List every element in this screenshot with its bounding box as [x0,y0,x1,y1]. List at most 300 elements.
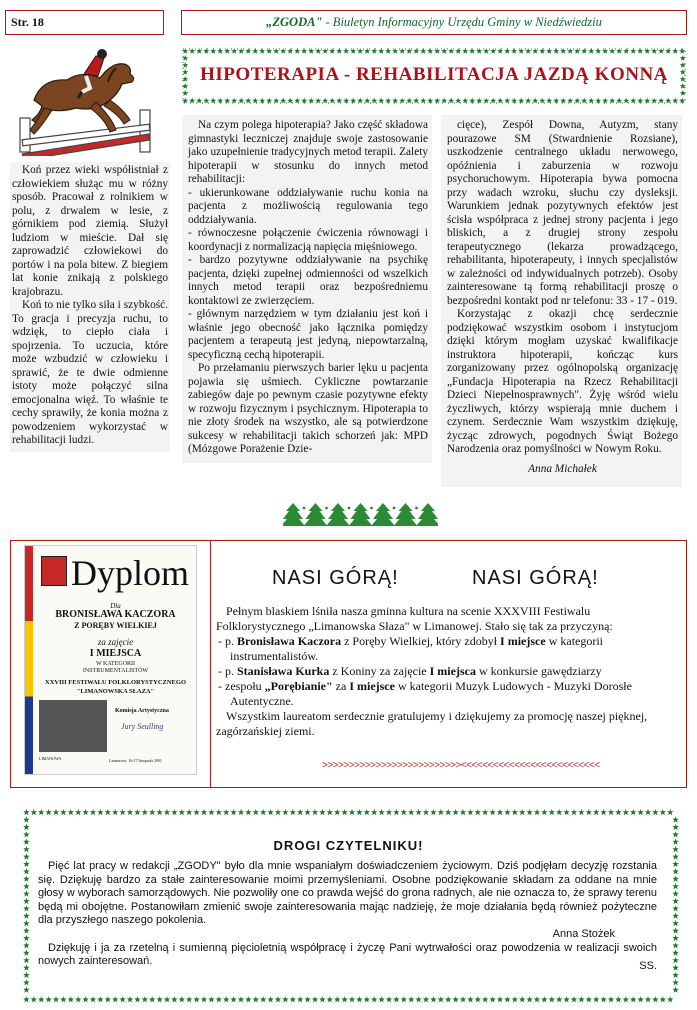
border-star [534,996,540,1002]
border-star [452,996,458,1002]
border-star [164,996,170,1002]
border-star [312,809,318,815]
border-star [260,809,266,815]
border-star [230,809,236,815]
laureate-dash: - [218,679,225,693]
border-star [208,996,214,1002]
border-star [23,824,29,830]
letter-signature-1: Anna Stożek [552,927,615,940]
border-star [615,996,621,1002]
diploma-jury-label: Komisja Artystyczna [115,708,169,714]
border-star [541,809,547,815]
letter-body [38,860,657,972]
border-star [563,996,569,1002]
article-title-frame [181,47,687,105]
border-star [275,809,281,815]
paragraph: - równoczesne połączenie ćwiczenia równowagi i koordynacji z normalizacją napięcia mięśniowego. [188,227,428,253]
christmas-tree-icon [416,503,438,526]
border-star [371,996,377,1002]
border-star [371,809,377,815]
laureates-list [216,634,678,709]
border-star [672,831,678,837]
border-star [238,996,244,1002]
article2-separator: >>>>>>>>>>>>>>>>>>>>>>>>>><<<<<<<<<<<<<<<<<<<<<<<<<< [322,760,600,771]
border-star [672,905,678,911]
border-star [82,996,88,1002]
border-star [341,996,347,1002]
border-star [438,809,444,815]
paragraph: - bardzo pozytywne oddziaływanie na psychikę pacjenta, dzięki zupełnej odmienności od wszelkich innych metod terapii oraz bezpośredniemu kontaktowi ze zwierzęciem. [188,254,428,307]
border-star [415,809,421,815]
border-star [541,996,547,1002]
christmas-tree-icon [326,503,350,526]
bulletin-header [181,10,687,35]
border-star [364,996,370,1002]
border-star [364,809,370,815]
article-column-2 [182,115,432,463]
border-star [667,809,673,815]
laureate-mid: z Koniny za zajęcie [329,664,430,678]
christmas-tree-icon [394,503,418,526]
border-star [608,809,614,815]
border-star [672,898,678,904]
border-star [186,996,192,1002]
border-star [652,809,658,815]
border-star [149,996,155,1002]
border-star [672,816,678,822]
laureate-dash: - [218,664,225,678]
border-star [186,809,192,815]
article-column-3 [441,115,682,487]
border-star [23,972,29,978]
border-star [97,809,103,815]
laureate-name: Stanisława Kurka [237,664,330,678]
border-star [134,996,140,1002]
border-star [630,996,636,1002]
border-star [53,809,59,815]
border-star [341,809,347,815]
border-star [401,809,407,815]
laureate-pre: p. [225,664,237,678]
bulletin-subtitle: - Biuletyn Informacyjny Urzędu Gminy w Niedźwiedziu [322,15,602,29]
border-star [519,996,525,1002]
article2-body [216,604,678,739]
border-star [23,996,29,1002]
border-star [349,996,355,1002]
border-star [23,898,29,904]
border-star [304,996,310,1002]
border-star [23,935,29,941]
paragraph: - głównym narzędziem w tym działaniu jest koń i właśnie jego obecność jako łącznika pomiędzy pacjentem a terapeutą jest jedyną, niepowtarzalną, specyficzną cechą hipoterapii. [188,308,428,361]
border-star [142,996,148,1002]
border-star [556,996,562,1002]
border-star [571,996,577,1002]
border-star [245,996,251,1002]
border-star [119,809,125,815]
letter-signature-2: SS. [639,960,657,972]
border-star [82,809,88,815]
border-star [672,868,678,874]
border-star [171,809,177,815]
bulletin-name: „ZGODA" [266,15,323,29]
border-star [149,809,155,815]
border-star [467,809,473,815]
border-star [319,996,325,1002]
border-star [90,996,96,1002]
border-star [105,996,111,1002]
border-star [290,809,296,815]
diploma-category-2: INSTRUMENTALISTÓW [82,668,149,674]
border-star [672,824,678,830]
border-star [290,996,296,1002]
border-star [356,996,362,1002]
laureate-pre: zespołu [225,679,265,693]
diploma-title: Dyplom [71,553,190,593]
border-star [45,996,51,1002]
diploma-recipient: BRONISŁAWA KACZORA [55,609,176,620]
border-star [193,809,199,815]
border-star [23,979,29,985]
border-star [401,996,407,1002]
diploma-footer: Limanowa, 16-17 listopada 2001 [109,758,162,763]
christmas-trees-divider [283,500,438,528]
border-star [672,950,678,956]
christmas-tree-icon [283,503,305,526]
laureate-item [216,679,678,709]
border-star [23,831,29,837]
border-star [23,816,29,822]
border-star [615,809,621,815]
border-star [267,996,273,1002]
border-star [75,809,81,815]
border-star [672,913,678,919]
border-star [475,809,481,815]
border-star [282,809,288,815]
border-star [179,809,185,815]
border-star [482,996,488,1002]
border-star [60,996,66,1002]
border-star [23,883,29,889]
letter-title: DROGI CZYTELNIKU! [273,838,424,853]
border-star [660,809,666,815]
border-star [260,996,266,1002]
border-star [23,809,29,815]
diploma-place: I MIEJSCA [89,648,142,659]
border-star [156,996,162,1002]
border-star [223,809,229,815]
border-star [60,809,66,815]
border-star [645,996,651,1002]
border-star [645,809,651,815]
article-author: Anna Michałek [528,462,597,475]
border-star [193,996,199,1002]
border-star [327,809,333,815]
border-star [23,957,29,963]
laureate-dash: - [218,634,225,648]
border-star [637,996,643,1002]
border-star [672,920,678,926]
laureate-item [216,664,678,679]
laureate-place: I miejsca [429,664,476,678]
border-star [586,996,592,1002]
border-star [526,809,532,815]
border-star [119,996,125,1002]
border-star [253,996,259,1002]
border-star [593,996,599,1002]
diploma-color-strip [25,546,33,774]
border-star [672,853,678,859]
paragraph: Na czym polega hipoterapia? Jako część składowa gimnastyki leczniczej znajduje swoje zastosowanie jako uzupełnienie tradycyjnych metod terapii. Zalety hipoterapii w stosunku do innych metod rehabilitacji: [188,119,428,185]
border-star [652,996,658,1002]
page-number: Str. 18 [11,15,44,29]
border-star [134,809,140,815]
diploma-category-1: W KATEGORII [95,661,136,667]
border-star [31,809,37,815]
border-star [586,809,592,815]
border-star [408,996,414,1002]
border-star [672,979,678,985]
border-star [623,809,629,815]
border-star [238,809,244,815]
border-star [112,809,118,815]
border-star [31,996,37,1002]
paragraph: Korzystając z okazji chcę serdecznie podziękować wszystkim osobom i instytucjom dzięki którym mogłam uzyskać kwalifikacje instruktora hipoterapii, kończąc kurs zorganizowany przez ogólnopolską organizację „Fundacja Hipoterapia na Rzecz Rehabilitacji Dzieci Niepełnosprawnych". Żyję wśród wielu życzliwych, którzy wspierają mnie duchem i czynem. Serdecznie Wam wszystkim dziękuję, życząc zdrowych, pogodnych Świąt Bożego Narodzenia oraz pomyślności w Nowym Roku. [447,308,678,455]
laureate-place: I miejsce [349,679,395,693]
paragraph: Po przełamaniu pierwszych barier lęku u pacjenta pojawia się uśmiech. Cykliczne powtarzanie zabiegów daje po pewnym czasie pozytywne efekty w rozwoju fizycznym i psychicznym. Hipoterapia to nie złoty środek na wszystko, ale są potwierdzone sukcesy w rehabilitacji takich schorzeń jak: MPD (Mózgowe Porażenie Dzie- [188,362,428,455]
border-star [253,809,259,815]
border-star [23,868,29,874]
border-star [23,876,29,882]
horse-graphic [30,64,134,134]
border-star [600,809,606,815]
letter-paragraph-2-text: Dziękuję i ja za rzetelną i sumienną pięcioletnią współpracę i życzę Pani wytrwałości oraz powodzenia w realizacji swoich nowych zainteresowań. [38,941,657,968]
snowflake-dot [415,507,418,510]
border-star [623,996,629,1002]
border-star [475,996,481,1002]
border-star [208,809,214,815]
border-star [386,996,392,1002]
border-star [467,996,473,1002]
border-star [430,996,436,1002]
border-star [519,809,525,815]
border-star [667,996,673,1002]
article-title: HIPOTERAPIA - REHABILITACJA JAZDĄ KONNĄ [200,64,668,85]
border-star [549,996,555,1002]
border-star [672,964,678,970]
border-star [489,809,495,815]
border-star [127,809,133,815]
laureate-post: w kategorii instrumentalistów. [230,634,604,663]
page-number-box [5,10,164,35]
diploma-reason: za zajęcie [97,637,134,647]
border-star [23,950,29,956]
border-star [489,996,495,1002]
border-star [423,996,429,1002]
letter-paragraph-2 [38,942,657,969]
diploma-for-label: Dla [110,602,121,610]
border-star [672,942,678,948]
border-star [164,809,170,815]
border-star [438,996,444,1002]
diploma-emblem [41,556,67,586]
border-star [512,996,518,1002]
border-star [637,809,643,815]
border-star [179,996,185,1002]
border-star [112,996,118,1002]
diploma-stamp: LIMANOWA [39,756,62,761]
nasi-gora-heading-right: NASI GÓRĄ! [472,567,599,589]
border-star [245,809,251,815]
border-star [571,809,577,815]
border-star [297,809,303,815]
nasi-gora-heading-left: NASI GÓRĄ! [272,567,399,589]
border-star [201,809,207,815]
border-star [600,996,606,1002]
border-star [660,996,666,1002]
border-star [297,996,303,1002]
border-star [630,809,636,815]
border-star [504,809,510,815]
border-star [445,809,451,815]
letter-paragraph-1: Pięć lat pracy w redakcji „ZGODY" było dla mnie wspaniałym doświadczeniem życiowym. Dziś podjęłam decyzję rozstania się. Dziękuję bardzo za stałe zainteresowanie moimi przemyśleniami. Osobne podziękowanie składam za oddane na mnie głosy w wyborach samorządowych. Nie pozwoliły one co prawda wejść do grona radnych, ale nie oznacza to, że sprawy terenu będą mi obojętne. Postanowiłam zmienić swoje zainteresowania mając nadzieję, że moje działania będą również pożyteczne dla przyszłego naszego pokolenia. [38,860,657,927]
border-star [563,809,569,815]
border-star [349,809,355,815]
border-star [608,996,614,1002]
border-star [97,996,103,1002]
border-star [216,996,222,1002]
border-star [445,996,451,1002]
bulletin-title [182,11,686,34]
border-star [393,809,399,815]
border-star [216,809,222,815]
border-star [304,809,310,815]
border-star [23,920,29,926]
laureate-mid: z Poręby Wielkiej, który zdobył [341,634,501,648]
border-star [23,927,29,933]
border-star [672,927,678,933]
border-star [23,964,29,970]
border-star [386,809,392,815]
laureate-pre: p. [225,634,237,648]
diploma-image [24,545,197,775]
border-star [68,996,74,1002]
laureate-name: „Porębianie" [264,679,333,693]
border-star [672,883,678,889]
christmas-tree-icon [304,503,328,526]
border-star [408,809,414,815]
border-star [672,957,678,963]
border-star [75,996,81,1002]
horse-jumping-illustration [12,48,162,156]
border-star [578,996,584,1002]
border-star [452,809,458,815]
diploma-festival-1: XXVIII FESTIWALU FOLKLORYSTYCZNEGO [45,679,186,686]
border-star [127,996,133,1002]
border-star [593,809,599,815]
border-star [23,942,29,948]
border-star [312,996,318,1002]
border-star [319,809,325,815]
paragraph: cięce), Zespół Downa, Autyzm, stany pourazowe SM (Stwardnienie Rozsiane), uszkodzenie centralnego układu nerwowego, opóźnienia i zaburzenia w rozwoju psychoruchowym. Hipoterapia bywa pomocna przy wadach wzroku, słuchu czy dysleksji. Warunkiem jednak pozytywnych efektów jest ścisła współpraca z jednej strony pacjenta i jego bliskich, a z drugiej strony zespołu terapeutycznego (lekarza prowadzącego, rehabilitanta, hipoterapeuty, i innych specjalistów w zależności od indywidualnych potrzeb). Osoby zainteresowane tą formą rehabilitacji proszę o bezpośredni kontakt pod nr telefonu: 33 - 17 - 019. [447,119,678,307]
border-star [334,809,340,815]
article-column-1 [10,162,170,452]
border-star [482,809,488,815]
article2-intro: Pełnym blaskiem lśniła nasza gminna kultura na scenie XXXVIII Festiwalu Folklorystycznego „Limanowska Słaza" w Limanowej. Stało się tak za przyczyną: [216,604,613,633]
diploma-photo [39,700,107,752]
border-star [549,809,555,815]
laureate-place: I miejsce [500,634,546,648]
border-star [378,996,384,1002]
border-star [223,996,229,1002]
border-star [526,996,532,1002]
laureate-mid: za [332,679,350,693]
border-star [672,861,678,867]
border-star [38,996,44,1002]
diploma-festival-2: "LIMANOWSKA SŁAZA" [76,688,155,695]
column-3-body [447,119,678,457]
border-star [38,809,44,815]
border-star [356,809,362,815]
snowflake-dot [370,507,373,510]
border-star [23,861,29,867]
christmas-tree-icon [349,503,373,526]
border-star [497,809,503,815]
border-star [672,890,678,896]
paragraph: Koń przez wieki współistniał z człowiekiem służąc mu w różny sposób. Pracował z rolnikiem w polu, z drwalem w lesie, z górnikiem pod ziemią. Służył ludziom w mieście. Dał się zaprowadzić człowiekowi do portów i na pola bitew. Z biegiem lat konie znikają z polskiego krajobrazu. [12,164,168,298]
border-star [578,809,584,815]
border-star [672,987,678,993]
border-star [275,996,281,1002]
border-star [504,996,510,1002]
border-star [378,809,384,815]
border-star [460,996,466,1002]
border-star [23,890,29,896]
border-star [512,809,518,815]
border-star [327,996,333,1002]
border-star [415,996,421,1002]
laureate-post: w kategorii Muzyk Ludowych - Muzyki Dorosłe Autentyczne. [230,679,632,708]
article2-closing: Wszystkim laureatom serdecznie gratulujemy i dziękujemy za promocję naszej pięknej, zagórzańskiej ziemi. [216,709,648,738]
border-star [282,996,288,1002]
border-star [105,809,111,815]
article2-divider [210,541,211,787]
border-star [23,853,29,859]
border-star [460,809,466,815]
border-star [156,809,162,815]
border-star [23,987,29,993]
snowflake-dot [348,507,351,510]
paragraph: Koń to nie tylko siła i szybkość. To gracja i precyzja ruchu, to wdzięk, to ciepło ciała i spojrzenia. To uczucia, które może wzbudzić w człowieku i sprawić, że te dwie odmienne istoty może połączyć silna emocjonalna więź. To właśnie te cechy sprawiły, że konia można z powodzeniem wykorzystać w rehabilitacji ludzi. [12,299,168,446]
border-star [45,809,51,815]
border-star [267,809,273,815]
border-star [423,809,429,815]
laureate-item [216,634,678,664]
snowflake-dot [325,507,328,510]
laureate-post: w konkursie gawędziarzy [475,664,602,678]
border-star [201,996,207,1002]
snowflake-dot [393,507,396,510]
border-star [23,913,29,919]
border-star [171,996,177,1002]
christmas-tree-icon [371,503,395,526]
border-star [90,809,96,815]
snowflake-dot [303,507,306,510]
border-star [68,809,74,815]
diploma-recipient-place: Z PORĘBY WIELKIEJ [74,621,157,630]
paragraph: - ukierunkowane oddziaływanie ruchu konia na pacjenta z możliwością regulowania tego oddziaływania. [188,186,428,226]
border-star [556,809,562,815]
diploma-signature: Jury Seulling [121,722,164,731]
